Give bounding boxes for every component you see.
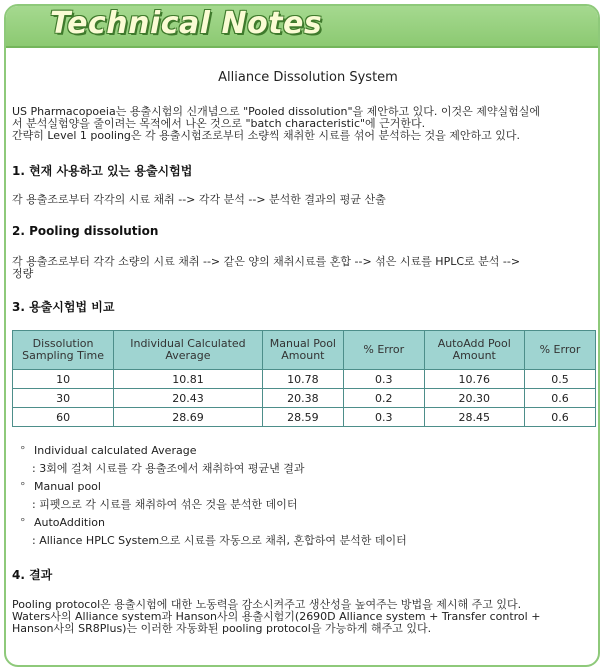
column-header: Individual Calculated Average: [114, 331, 263, 370]
table-row: [13, 408, 596, 427]
comparison-table: [12, 330, 596, 427]
technical-notes-panel: [4, 4, 600, 667]
note-term: [20, 478, 590, 496]
table-cell: 0.3: [344, 370, 424, 389]
section1-heading: 1. 현재 사용하고 있는 용출시험법: [12, 164, 193, 178]
section2-text-line2: 정량: [12, 267, 34, 280]
table-cell: 28.69: [114, 408, 263, 427]
note-description: : Alliance HPLC System으로 시료를 자동으로 채취, 혼합하여 분석한 데이터: [32, 534, 407, 547]
table-cell: 0.5: [524, 370, 595, 389]
intro-line: 서 분석실험양을 줄이려는 목적에서 나온 것으로 "batch characteristic"에 근거한다.: [12, 117, 426, 130]
table-row: [13, 389, 596, 408]
note-term-label: AutoAddition: [34, 516, 105, 529]
section3-heading: 3. 용출시험법 비교: [12, 300, 115, 314]
section4-line: Pooling protocol은 용출시험에 대한 노동력을 감소시켜주고 생산성을 높여주는 방법을 제시해 주고 있다.: [12, 598, 522, 611]
intro-paragraph: [12, 106, 592, 142]
table-cell: 10: [13, 370, 114, 389]
table-cell: 20.38: [262, 389, 343, 408]
section2-text-line1: 각 용출조로부터 각각 소량의 시료 채취 --> 같은 양의 채취시료를 혼합 --> 섞은 시료를 HPLC로 분석 -->: [12, 255, 521, 268]
section2-heading: 2. Pooling dissolution: [12, 224, 159, 238]
table-cell: 10.76: [424, 370, 524, 389]
section4-heading: 4. 결과: [12, 568, 53, 582]
column-header: Dissolution Sampling Time: [13, 331, 114, 370]
table-cell: 28.45: [424, 408, 524, 427]
table-header-row: [13, 331, 596, 370]
table-notes: [20, 442, 590, 550]
note-term: [20, 442, 590, 460]
table-cell: 20.30: [424, 389, 524, 408]
note-term-label: Manual pool: [34, 480, 101, 493]
table-cell: 0.6: [524, 408, 595, 427]
bullet-icon: °: [20, 444, 26, 457]
column-header: % Error: [344, 331, 424, 370]
column-header: Manual Pool Amount: [262, 331, 343, 370]
intro-line: US Pharmacopoeia는 용출시험의 신개념으로 "Pooled dissolution"을 제안하고 있다. 이것은 제약실험실에: [12, 105, 541, 118]
note-description: : 3회에 걸쳐 시료를 각 용출조에서 채취하여 평균낸 결과: [32, 462, 305, 475]
note-term: [20, 514, 590, 532]
table-cell: 60: [13, 408, 114, 427]
page-title: Technical Notes: [50, 6, 323, 41]
table-row: [13, 370, 596, 389]
column-header: % Error: [524, 331, 595, 370]
table-cell: 0.2: [344, 389, 424, 408]
document-body: [12, 70, 592, 635]
section1-text: 각 용출조로부터 각각의 시료 채취 --> 각각 분석 --> 분석한 결과의 평균 산출: [12, 193, 386, 206]
column-header: AutoAdd Pool Amount: [424, 331, 524, 370]
table-cell: 30: [13, 389, 114, 408]
header-bar: [6, 6, 598, 48]
intro-line: 간략히 Level 1 pooling은 각 용출시험조로부터 소량씩 채취한 시료를 섞어 분석하는 것을 제안하고 있다.: [12, 129, 521, 142]
table-cell: 28.59: [262, 408, 343, 427]
section4-line: Waters사의 Alliance system과 Hanson사의 용출시험기(2690D Alliance system + Transfer control +: [12, 610, 541, 623]
table-cell: 0.6: [524, 389, 595, 408]
bullet-icon: °: [20, 480, 26, 493]
note-term-label: Individual calculated Average: [34, 444, 197, 457]
section4-line: Hanson사의 SR8Plus)는 이러한 자동화된 pooling protocol을 가능하게 해주고 있다.: [12, 622, 432, 635]
table-cell: 20.43: [114, 389, 263, 408]
table-cell: 10.78: [262, 370, 343, 389]
bullet-icon: °: [20, 516, 26, 529]
table-cell: 0.3: [344, 408, 424, 427]
document-title: Alliance Dissolution System: [218, 70, 398, 85]
note-description: : 피펫으로 각 시료를 채취하여 섞은 것을 분석한 데이터: [32, 498, 298, 511]
table-cell: 10.81: [114, 370, 263, 389]
